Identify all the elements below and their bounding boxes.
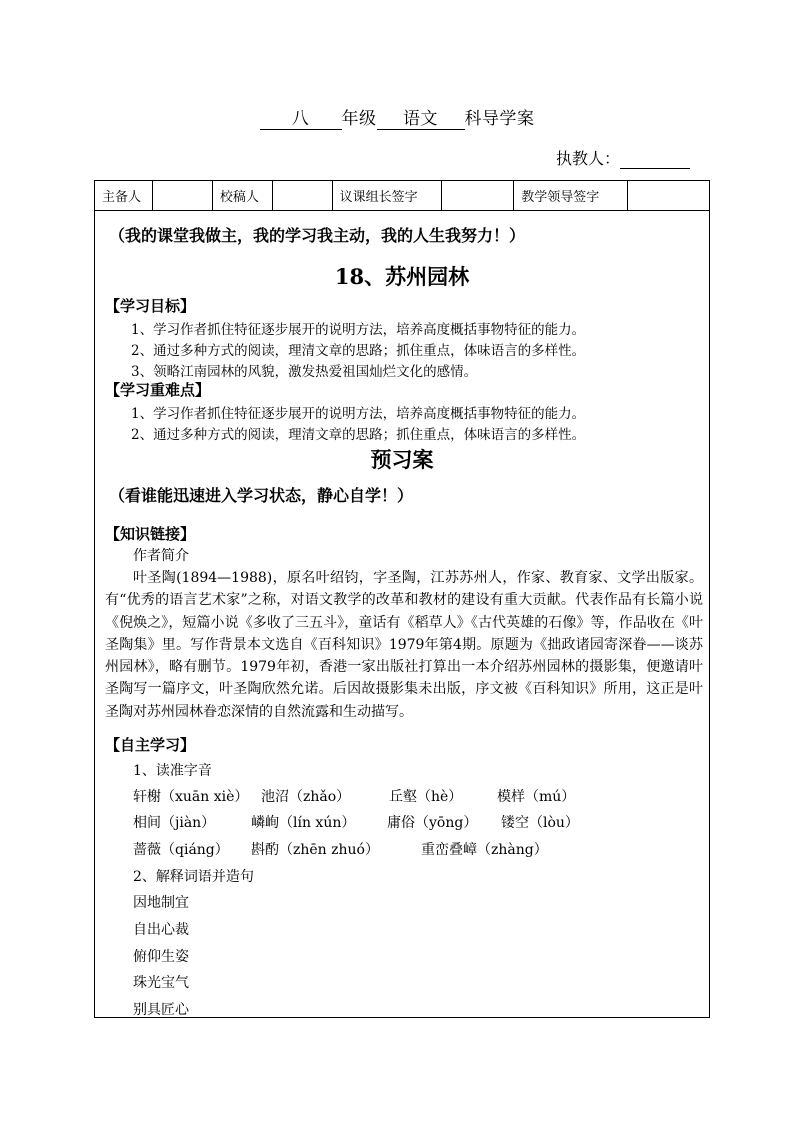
pinyin-item: 斟酌（zhēn zhuó） [251,842,379,858]
pinyin-item: 池沼（zhǎo） [261,789,351,805]
preview-title: 预习案 [370,447,434,472]
pinyin-item: 丘壑（hè） [389,789,463,805]
vocabulary-word: 别具匠心 [133,1002,189,1018]
key-point-item: 2、通过多种方式的阅读，理清文章的思路；抓住重点，体味语言的多样性。 [131,427,586,443]
goal-item: 3、领略江南园林的风貌，激发热爱祖国灿烂文化的感情。 [131,364,478,380]
sign-value-preparer[interactable] [152,181,212,211]
vocabulary-word: 珠光宝气 [133,975,189,991]
pinyin-item: 蔷薇（qiáng） [133,842,229,858]
pinyin-item: 庸俗（yōng） [387,815,478,831]
grade-blank: 八 [260,109,342,130]
motto: （我的课堂我做主，我的学习我主动，我的人生我努力！） [109,226,526,245]
vocabulary-word: 自出心裁 [133,922,189,938]
key-point-item: 1、学习作者抓住特征逐步展开的说明方法，培养高度概括事物特征的能力。 [131,406,586,422]
page-title [0,104,794,130]
goals-heading: 【学习目标】 [105,297,196,315]
pinyin-item: 相间（jiàn） [133,815,216,831]
pinyin-item: 轩榭（xuān xiè） [133,789,249,805]
teacher-label: 执教人： [556,149,621,168]
sign-label-group-leader: 议课组长签字 [332,181,442,211]
pinyin-item: 镂空（lòu） [501,815,579,831]
sign-value-director[interactable] [628,181,710,211]
sign-row [95,181,710,211]
sign-value-proofreader[interactable] [272,181,332,211]
pinyin-item: 嶙峋（lín xún） [251,815,356,831]
author-intro-paragraph: 叶圣陶(1894—1988)，原名叶绍钧，字圣陶，江苏苏州人，作家、教育家、文学出版家。有“优秀的语言艺术家”之称，对语文教学的改革和教材的建设有重大贡献。代表作品有长篇小说《倪焕之》，短篇小说《多收了三五斗》，童话有《稻草人》《古代英雄的石像》等，作品收在《叶圣陶集》里。写作背景本文选自《百科知识》1979年第4期。原题为《拙政诸园寄深眷——谈苏州园林》，略有删节。1979年初，香港一家出版社打算出一本介绍苏州园林的摄影集，便邀请叶圣陶写一篇序文，叶圣陶欣然允诺。后因故摄影集未出版，序文被《百科知识》所用，这正是叶圣陶对苏州园林眷恋深情的自然流露和生动描写。 [105,570,703,720]
preview-motto: （看谁能迅速进入学习状态，静心自学！） [109,486,414,505]
words-heading: 2、解释词语并造句 [133,869,254,885]
vocabulary-word: 因地制宜 [133,895,189,911]
lesson-title: 18、苏州园林 [334,264,470,289]
pinyin-item: 重峦叠嶂（zhàng） [421,842,548,858]
sign-label-preparer: 主备人 [95,181,153,211]
self-study-heading: 【自主学习】 [105,736,196,754]
sign-label-proofreader: 校稿人 [212,181,272,211]
pronunciation-heading: 1、读准字音 [133,763,212,779]
grade-suffix: 年级 [341,109,377,129]
author-intro-label: 作者简介 [133,548,189,564]
sign-value-group-leader[interactable] [442,181,514,211]
key-points-heading: 【学习重难点】 [105,381,211,399]
teacher-blank[interactable] [620,150,690,169]
subject-blank: 语文 [377,109,465,130]
goal-item: 1、学习作者抓住特征逐步展开的说明方法，培养高度概括事物特征的能力。 [131,322,586,338]
knowledge-heading: 【知识链接】 [105,525,196,543]
goal-item: 2、通过多种方式的阅读，理清文章的思路；抓住重点，体味语言的多样性。 [131,343,586,359]
pinyin-item: 模样（mú） [497,789,576,805]
subject-suffix: 科导学案 [464,109,535,129]
worksheet-frame [94,180,710,1018]
sign-table [94,180,710,211]
sign-label-director: 教学领导签字 [514,181,628,211]
vocabulary-word: 俯仰生姿 [133,949,189,965]
teacher-line [556,146,690,169]
